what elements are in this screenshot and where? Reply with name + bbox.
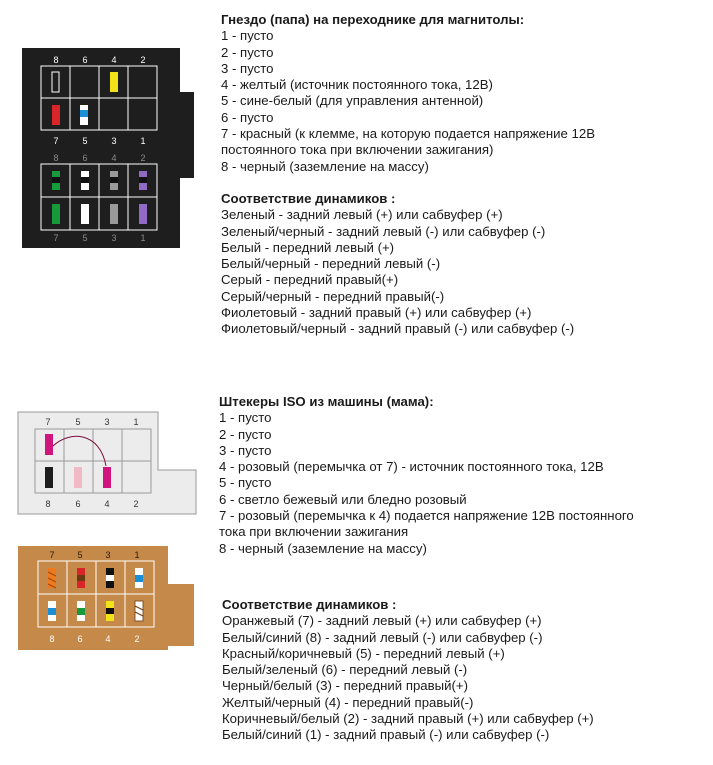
pin-7-red — [52, 105, 60, 125]
speaker-line: Серый/черный - передний правый(-) — [221, 288, 445, 304]
pin-number: 3 — [111, 233, 117, 243]
pin-number: 7 — [49, 550, 55, 560]
speaker-line: Оранжевый (7) - задний левый (+) или сабвуфер (+) — [222, 613, 542, 629]
pin-8-black — [52, 72, 59, 92]
pin-8-green-black — [52, 171, 60, 190]
pin-number: 3 — [105, 550, 111, 560]
pin-number: 4 — [111, 153, 117, 163]
pin-4-yellow-black — [106, 601, 114, 621]
pin-line: 7 - розовый (перемычка к 4) подается напряжение 12В постоянного — [219, 508, 634, 524]
pin-line: 8 - черный (заземление на массу) — [221, 158, 429, 174]
speaker-line: Белый - передний левый (+) — [221, 239, 395, 255]
pin-7-green — [52, 204, 60, 224]
pin-number: 6 — [75, 499, 81, 509]
speaker-line: Черный/белый (3) - передний правый(+) — [222, 678, 468, 694]
pin-line: постоянного тока при включении зажигания) — [221, 142, 494, 158]
pin-line: 4 - желтый (источник постоянного тока, 12В) — [221, 77, 493, 93]
speaker-line: Белый/синий (8) - задний левый (-) или сабвуфер (-) — [222, 629, 543, 645]
pin-number: 6 — [82, 153, 88, 163]
pin-4-grey-black — [110, 171, 118, 190]
pin-6-white-green — [77, 601, 85, 621]
pin-line: 3 - пусто — [221, 60, 274, 76]
speaker-line: Белый/черный - передний левый (-) — [221, 256, 441, 272]
pin-line: 8 - черный (заземление на массу) — [219, 540, 427, 556]
pin-number: 7 — [45, 417, 51, 427]
pin-number: 5 — [82, 233, 88, 243]
pin-2-brown-white — [135, 601, 143, 621]
pin-number: 7 — [53, 233, 59, 243]
pin-number: 1 — [140, 136, 146, 146]
pin-4-yellow — [110, 72, 118, 92]
speaker-line: Желтый/черный (4) - передний правый(-) — [222, 694, 474, 710]
pin-4-pink — [103, 467, 111, 488]
speaker-line: Зеленый/черный - задний левый (-) или сабвуфер (-) — [221, 223, 546, 239]
iso-speakers-title: Соответствие динамиков : — [222, 597, 397, 612]
pin-line: 2 - пусто — [221, 44, 274, 60]
pin-number: 1 — [140, 233, 146, 243]
pin-line: 6 - пусто — [221, 109, 274, 125]
pin-line: 3 - пусто — [219, 442, 272, 458]
speaker-line: Серый - передний правый(+) — [221, 272, 399, 288]
head-unit-text — [221, 12, 595, 338]
speaker-line: Белый/синий (1) - задний правый (-) или сабвуфер (-) — [222, 727, 550, 743]
pin-number: 5 — [82, 136, 88, 146]
pin-7-orange — [48, 568, 56, 588]
pin-line: 1 - пусто — [219, 410, 272, 426]
pin-6-light-pink — [74, 467, 82, 488]
pin-line: 4 - розовый (перемычка от 7) - источник постоянного тока, 12В — [219, 459, 604, 475]
pin-line: 7 - красный (к клемме, на которую подается напряжение 12В — [221, 126, 596, 142]
pin-5-blue-white — [80, 105, 88, 125]
pin-number: 6 — [77, 634, 83, 644]
pin-number: 8 — [53, 55, 59, 65]
pin-3-black-white — [106, 568, 114, 588]
pin-number: 5 — [77, 550, 83, 560]
pin-number: 4 — [105, 634, 111, 644]
pin-line: 6 - светло бежевый или бледно розовый — [219, 491, 467, 507]
pin-line: 5 - сине-белый (для управления антенной) — [221, 93, 484, 109]
pin-2-purple-black — [139, 171, 147, 190]
pin-number: 2 — [140, 153, 146, 163]
pin-5-red-brown — [77, 568, 85, 588]
speaker-line: Фиолетовый - задний правый (+) или сабвуфер (+) — [221, 305, 532, 321]
pin-number: 4 — [111, 55, 117, 65]
pin-line: 1 - пусто — [221, 28, 274, 44]
speaker-line: Коричневый/белый (2) - задний правый (+) или сабвуфер (+) — [222, 711, 594, 727]
head-speakers-title: Соответствие динамиков : — [221, 190, 396, 206]
pin-3-grey — [110, 204, 118, 224]
pin-line: 2 - пусто — [219, 426, 272, 442]
pin-6-white-black — [81, 171, 89, 190]
speaker-line: Белый/зеленый (6) - передний левый (-) — [222, 662, 468, 678]
speaker-line: Фиолетовый/черный - задний правый (-) или сабвуфер (-) — [221, 321, 575, 337]
pin-number: 1 — [133, 417, 139, 427]
pin-line: 5 - пусто — [219, 475, 272, 491]
pin-number: 3 — [111, 136, 117, 146]
pin-8-black — [45, 467, 53, 488]
pin-7-pink — [45, 434, 53, 455]
pin-number: 8 — [49, 634, 55, 644]
pin-line: тока при включении зажигания — [219, 524, 409, 540]
pin-5-white — [81, 204, 89, 224]
pin-number: 4 — [104, 499, 110, 509]
iso-power-connector — [18, 412, 196, 514]
pin-number: 3 — [104, 417, 110, 427]
iso-text — [219, 394, 634, 557]
pin-number: 5 — [75, 417, 81, 427]
iso-speakers-text — [222, 597, 594, 744]
iso-title: Штекеры ISO из машины (мама): — [219, 394, 434, 409]
pin-number: 7 — [53, 136, 59, 146]
pin-number: 2 — [134, 634, 140, 644]
speaker-line: Зеленый - задний левый (+) или сабвуфер (+) — [221, 207, 503, 223]
pin-number: 1 — [134, 550, 140, 560]
pin-number: 8 — [45, 499, 51, 509]
speaker-line: Красный/коричневый (5) - передний левый (+) — [222, 645, 505, 661]
pin-1-purple — [139, 204, 147, 224]
pin-number: 2 — [140, 55, 146, 65]
head-connector — [22, 48, 194, 248]
pin-number: 8 — [53, 153, 59, 163]
pin-1-white-blue — [135, 568, 143, 588]
pin-number: 6 — [82, 55, 88, 65]
pin-number: 2 — [133, 499, 139, 509]
pin-8-white-blue — [48, 601, 56, 621]
head-unit-title: Гнездо (папа) на переходнике для магнитолы: — [221, 12, 525, 27]
iso-speaker-connector — [18, 546, 194, 650]
